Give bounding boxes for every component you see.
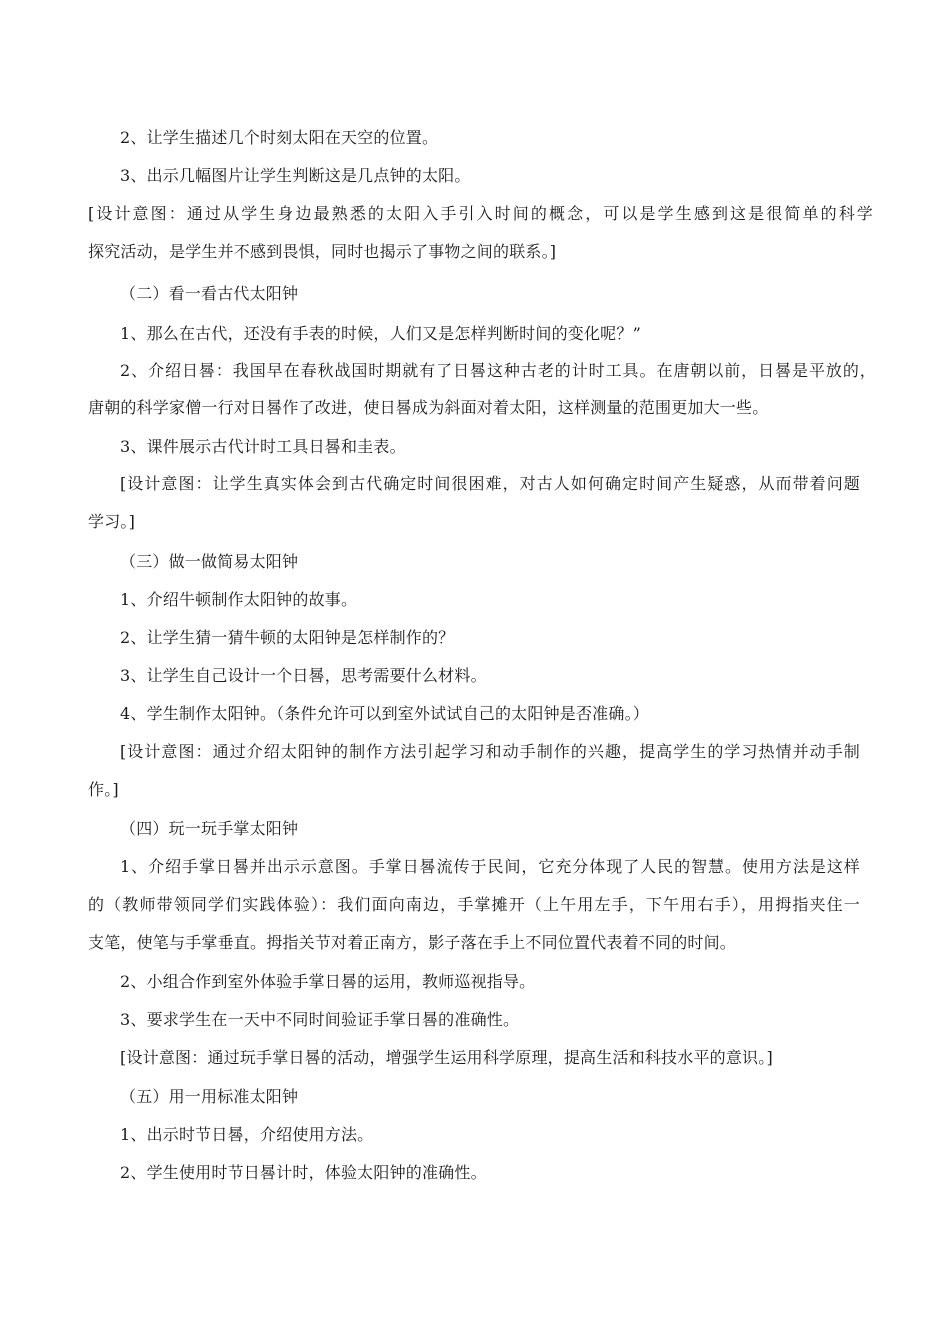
design-intent-line: [设计意图：让学生真实体会到古代确定时间很困难，对古人如何确定时间产生疑惑，从而带着问题 xyxy=(120,474,860,493)
paragraph-line: 2、让学生描述几个时刻太阳在天空的位置。 xyxy=(120,128,439,147)
section-heading: （四）玩一玩手掌太阳钟 xyxy=(120,819,299,838)
paragraph-line: 2、学生使用时节日晷计时，体验太阳钟的准确性。 xyxy=(120,1163,487,1182)
paragraph-line: 1、介绍牛顿制作太阳钟的故事。 xyxy=(120,590,358,609)
paragraph-line: 2、让学生猜一猜牛顿的太阳钟是怎样制作的？ xyxy=(120,628,455,647)
paragraph-line: 3、要求学生在一天中不同时间验证手掌日晷的准确性。 xyxy=(120,1010,520,1029)
paragraph-line: 2、介绍日晷：我国早在春秋战国时期就有了日晷这种古老的计时工具。在唐朝以前，日晷是平放的， xyxy=(120,361,876,380)
design-intent-line: [设计意图：通过介绍太阳钟的制作方法引起学习和动手制作的兴趣，提高学生的学习热情并动手制 xyxy=(120,742,860,761)
paragraph-line: 3、课件展示古代计时工具日晷和圭表。 xyxy=(120,437,406,456)
paragraph-line: 4、学生制作太阳钟。（条件允许可以到室外试试自己的太阳钟是否准确。） xyxy=(120,704,649,723)
paragraph-line: 3、出示几幅图片让学生判断这是几点钟的太阳。 xyxy=(120,166,471,185)
design-intent-line: [设计意图：通过玩手掌日晷的活动，增强学生运用科学原理，提高生活和科技水平的意识。] xyxy=(120,1048,773,1067)
design-intent-line: [设计意图：通过从学生身边最熟悉的太阳入手引入时间的概念，可以是学生感到这是很简单的科学 xyxy=(88,204,873,223)
paragraph-line: 支笔，使笔与手掌垂直。拇指关节对着正南方，影子落在手上不同位置代表着不同的时间。 xyxy=(88,933,737,952)
design-intent-line: 作。] xyxy=(88,780,119,799)
section-heading: （三）做一做简易太阳钟 xyxy=(120,552,299,571)
paragraph-line: 2、小组合作到室外体验手掌日晷的运用，教师巡视指导。 xyxy=(120,972,536,991)
paragraph-line: 3、让学生自己设计一个日晷，思考需要什么材料。 xyxy=(120,666,487,685)
paragraph-line: 1、出示时节日晷，介绍使用方法。 xyxy=(120,1125,374,1144)
paragraph-line: 1、那么在古代，还没有手表的时候，人们又是怎样判断时间的变化呢？” xyxy=(120,324,641,343)
paragraph-line: 的（教师带领同学们实践体验）：我们面向南边，手掌摊开（上午用左手，下午用右手），用拇指夹住一 xyxy=(88,895,860,914)
section-heading: （五）用一用标准太阳钟 xyxy=(120,1087,299,1106)
paragraph-line: 唐朝的科学家僧一行对日晷作了改进，使日晷成为斜面对着太阳，这样测量的范围更加大一些。 xyxy=(88,398,769,417)
design-intent-line: 学习。] xyxy=(88,512,136,531)
paragraph-line: 1、介绍手掌日晷并出示示意图。手掌日晷流传于民间，它充分体现了人民的智慧。使用方法是这样 xyxy=(120,857,860,876)
section-heading: （二）看一看古代太阳钟 xyxy=(120,284,299,303)
design-intent-line: 探究活动，是学生并不感到畏惧，同时也揭示了事物之间的联系。] xyxy=(88,242,557,261)
